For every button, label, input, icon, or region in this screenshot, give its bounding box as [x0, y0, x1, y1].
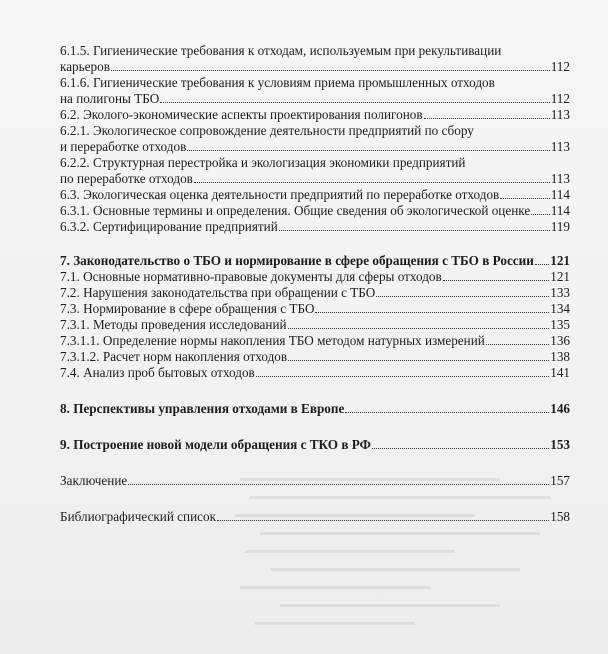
dot-leader	[288, 317, 550, 329]
dot-leader	[160, 91, 549, 103]
toc-entry-title: 7.3. Нормирование в сфере обращения с ТБО	[60, 301, 315, 316]
toc-entry-7-3-1-2	[60, 349, 570, 365]
toc-entry-6-3-1	[60, 203, 570, 219]
toc-entry-6-2	[60, 107, 570, 123]
page-number: 112	[550, 59, 570, 74]
page-number: 153	[550, 437, 570, 452]
toc-chapter-7	[60, 253, 570, 269]
toc-entry-title: 7.4. Анализ проб бытовых отходов	[60, 365, 255, 380]
toc-chapter-8	[60, 401, 570, 417]
toc-entry-7-1	[60, 269, 570, 285]
page-number: 146	[550, 401, 570, 416]
toc-entry-title-cont: по переработке отходов	[60, 171, 193, 186]
page-number: 114	[550, 203, 570, 218]
toc-entry-title-cont: и переработке отходов	[60, 139, 187, 154]
toc-entry-title: Заключение	[60, 473, 128, 488]
toc-entry-title: 7.2. Нарушения законодательства при обращении с ТБО	[60, 285, 376, 300]
dot-leader	[424, 107, 550, 119]
toc-chapter-9	[60, 437, 570, 453]
page-number: 113	[550, 139, 570, 154]
dot-leader	[279, 219, 550, 231]
toc-entry-title: 6.2.2. Структурная перестройка и экологизация экономики предприятий	[60, 155, 466, 170]
dot-leader	[345, 401, 549, 413]
dot-leader	[315, 301, 549, 313]
toc-entry-title-cont: на полигоны ТБО	[60, 91, 160, 106]
toc-entry-7-3-1	[60, 317, 570, 333]
page-number: 113	[550, 171, 570, 186]
page-number: 138	[550, 349, 570, 364]
page-number: 158	[550, 509, 570, 524]
dot-leader	[217, 509, 549, 521]
page-number: 134	[550, 301, 570, 316]
toc-entry-title: 7.3.1. Методы проведения исследований	[60, 317, 287, 332]
toc-entry-title: 6.2.1. Экологическое сопровождение деятельности предприятий по сбору	[60, 123, 474, 138]
table-of-contents	[60, 43, 570, 525]
dot-leader	[376, 285, 549, 297]
page-number: 112	[550, 91, 570, 106]
page-number: 121	[550, 269, 570, 284]
toc-entry-6-2-2	[60, 155, 570, 187]
page-number: 119	[550, 219, 570, 234]
toc-entry-7-4	[60, 365, 570, 381]
toc-entry-7-3	[60, 301, 570, 317]
toc-entry-title: 6.1.6. Гигиенические требования к условиям приема промышленных отходов	[60, 75, 495, 90]
dot-leader	[187, 139, 549, 151]
toc-entry-6-1-6	[60, 75, 570, 107]
toc-entry-6-3-2	[60, 219, 570, 235]
toc-entry-title: 6.3. Экологическая оценка деятельности предприятий по переработке отходов	[60, 187, 500, 202]
page-number: 135	[550, 317, 570, 332]
page-number: 157	[550, 473, 570, 488]
page-number: 133	[550, 285, 570, 300]
dot-leader	[111, 59, 550, 71]
dot-leader	[486, 333, 549, 345]
dot-leader	[500, 187, 549, 199]
page-number: 113	[550, 107, 570, 122]
toc-entry-title: 6.1.5. Гигиенические требования к отходам, используемым при рекультивации	[60, 43, 502, 58]
dot-leader	[372, 437, 549, 449]
toc-bibliography	[60, 509, 570, 525]
toc-entry-6-1-5	[60, 43, 570, 75]
toc-entry-title: 7.1. Основные нормативно-правовые документы для сферы отходов	[60, 269, 442, 284]
toc-entry-title: 6.3.1. Основные термины и определения. Общие сведения об экологической оценке	[60, 203, 531, 218]
toc-entry-6-2-1	[60, 123, 570, 155]
dot-leader	[535, 253, 549, 265]
toc-conclusion	[60, 473, 570, 489]
toc-entry-title: 7.3.1.1. Определение нормы накопления ТБО методом натурных измерений	[60, 333, 485, 348]
dot-leader	[288, 349, 549, 361]
dot-leader	[194, 171, 550, 183]
toc-chapter-title: 9. Построение новой модели обращения с ТКО в РФ	[60, 437, 371, 452]
toc-chapter-title: 8. Перспективы управления отходами в Европе	[60, 401, 345, 416]
toc-entry-title: 6.2. Эколого-экономические аспекты проектирования полигонов	[60, 107, 423, 122]
page-number: 141	[550, 365, 570, 380]
toc-chapter-title: 7. Законодательство о ТБО и нормирование в сфере обращения с ТБО в России	[60, 253, 534, 268]
toc-entry-title: Библиографический список	[60, 509, 217, 524]
dot-leader	[443, 269, 549, 281]
dot-leader	[128, 473, 549, 485]
toc-entry-6-3	[60, 187, 570, 203]
toc-entry-title: 6.3.2. Сертифицирование предприятий	[60, 219, 278, 234]
toc-entry-7-3-1-1	[60, 333, 570, 349]
page-number: 114	[550, 187, 570, 202]
toc-entry-title: 7.3.1.2. Расчет норм накопления отходов	[60, 349, 288, 364]
dot-leader	[256, 365, 549, 377]
dot-leader	[531, 203, 550, 215]
page-number: 121	[550, 253, 570, 268]
toc-entry-title-cont: карьеров	[60, 59, 110, 74]
toc-entry-7-2	[60, 285, 570, 301]
page-number: 136	[550, 333, 570, 348]
